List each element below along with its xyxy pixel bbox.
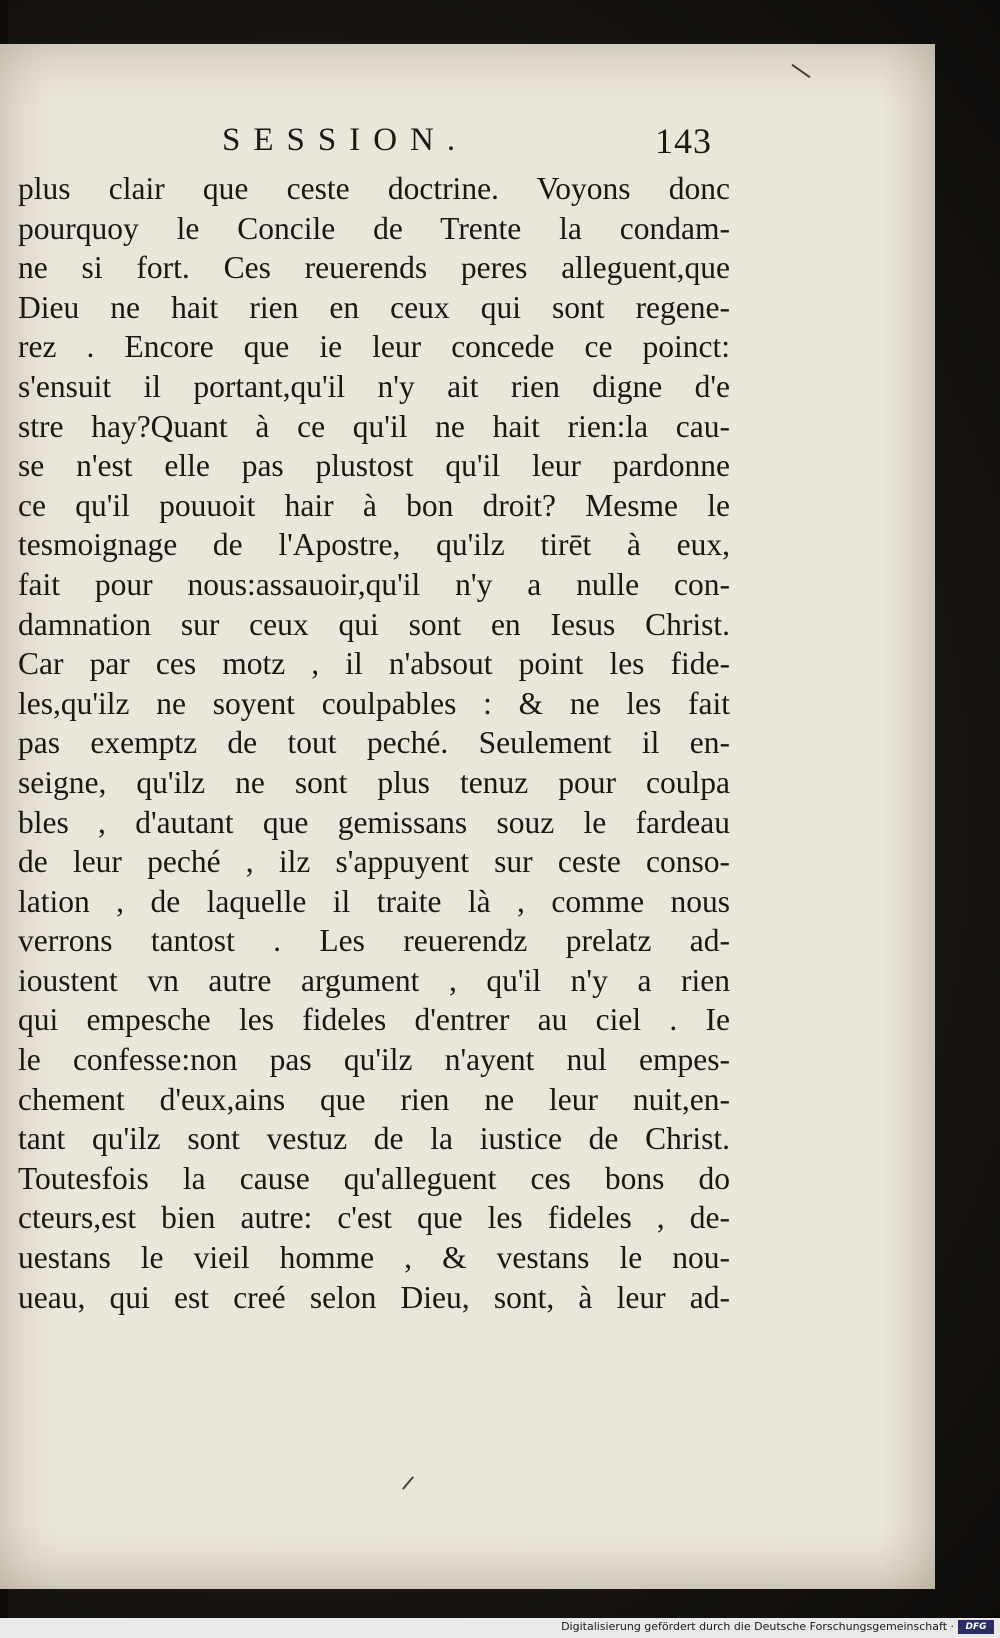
text-line: de leur peché , ilz s'appuyent sur ceste conso-	[18, 844, 730, 880]
text-line: Car par ces motz , il n'absout point les fide-	[18, 646, 730, 682]
text-line: lation , de laquelle il traite là , comme nous	[18, 883, 730, 919]
text-line: tesmoignage de l'Apostre, qu'ilz tirēt à eux,	[18, 527, 730, 563]
text-line: cteurs,est bien autre: c'est que les fideles , de-	[18, 1200, 730, 1236]
text-line: s'ensuit il portant,qu'il n'y ait rien digne d'e	[18, 368, 730, 404]
text-line: se n'est elle pas plustost qu'il leur pardonne	[18, 448, 730, 484]
text-line: pourquoy le Concile de Trente la condam-	[18, 210, 730, 246]
text-line: les,qu'ilz ne soyent coulpables : & ne les fait	[18, 685, 730, 721]
text-line: rez . Encore que ie leur concede ce poinct:	[18, 329, 730, 365]
text-line: verrons tantost . Les reuerendz prelatz ad-	[18, 923, 730, 959]
text-line: ioustent vn autre argument , qu'il n'y a rien	[18, 962, 730, 998]
text-line: bles , d'autant que gemissans souz le fardeau	[18, 804, 730, 840]
text-line: le confesse:non pas qu'ilz n'ayent nul empes-	[18, 1042, 730, 1078]
text-line: tant qu'ilz sont vestuz de la iustice de Christ.	[18, 1121, 730, 1157]
text-line: plus clair que ceste doctrine. Voyons donc	[18, 171, 730, 206]
text-line: uestans le vieil homme , & vestans le nou-	[18, 1240, 730, 1276]
text-line: ce qu'il pouuoit hair à bon droit? Mesme le	[18, 487, 730, 523]
footer-credit: Digitalisierung gefördert durch die Deutsche Forschungsgemeinschaft ·	[561, 1620, 954, 1633]
text-line: pas exemptz de tout peché. Seulement il en-	[18, 725, 730, 761]
text-line: ueau, qui est creé selon Dieu, sont, à leur ad-	[18, 1279, 730, 1315]
running-head	[0, 122, 935, 162]
text-line: chement d'eux,ains que rien ne leur nuit,en-	[18, 1081, 730, 1117]
page-number: 143	[655, 121, 712, 161]
text-line: damnation sur ceux qui sont en Iesus Christ.	[18, 606, 730, 642]
text-line: stre hay?Quant à ce qu'il ne hait rien:la cau-	[18, 408, 730, 444]
running-title: SESSION.	[222, 122, 469, 158]
body-text	[18, 169, 730, 1317]
dfg-logo: DFG	[958, 1620, 994, 1634]
text-line: ne si fort. Ces reuerends peres alleguent,que	[18, 250, 730, 286]
text-line: Toutesfois la cause qu'alleguent ces bons do	[18, 1160, 730, 1196]
text-line: seigne, qu'ilz ne sont plus tenuz pour coulpa	[18, 764, 730, 800]
text-line: qui empesche les fideles d'entrer au ciel . Ie	[18, 1002, 730, 1038]
text-line: Dieu ne hait rien en ceux qui sont regene-	[18, 289, 730, 325]
text-line: fait pour nous:assauoir,qu'il n'y a nulle con-	[18, 566, 730, 602]
